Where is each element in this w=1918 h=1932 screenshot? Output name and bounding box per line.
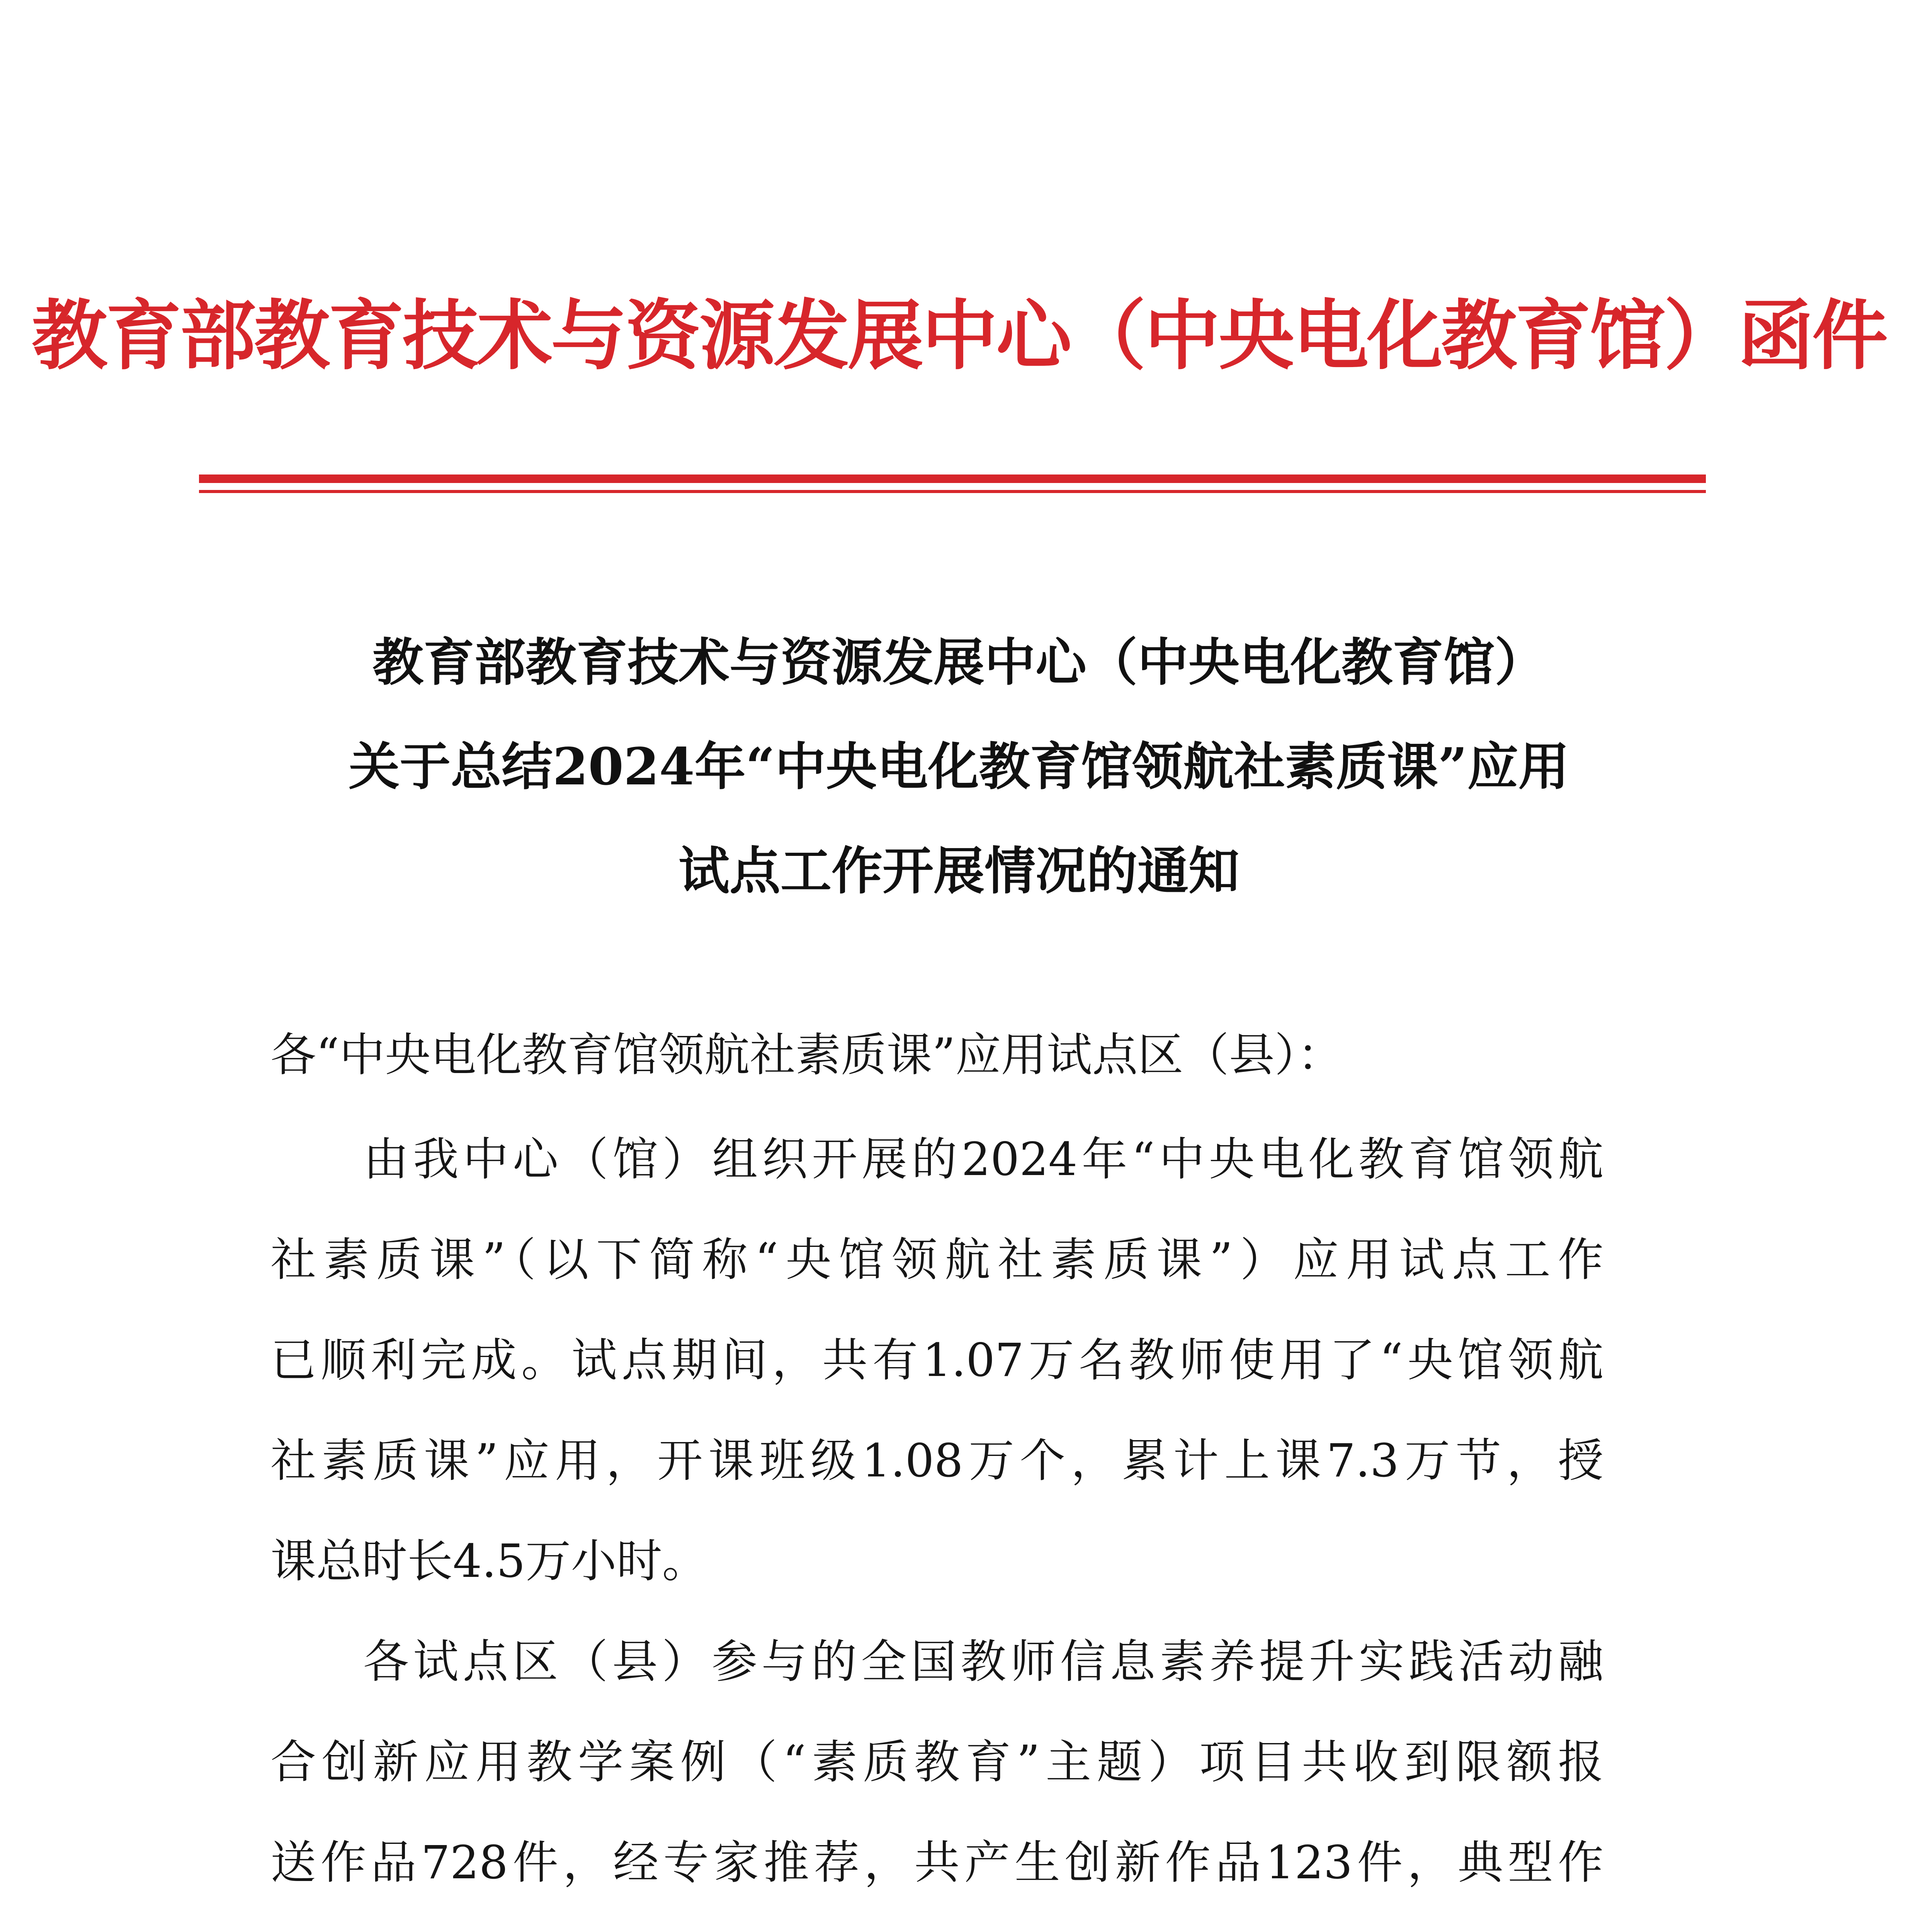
notice-title-line-3: 试点工作开展情况的通知 (678, 841, 1240, 901)
letterhead-title: 教育部教育技术与资源发展中心（中央电化教育馆）函件 (31, 292, 1886, 380)
letterhead-red-rule-thick (199, 474, 1706, 483)
letterhead-red-rule-thin (199, 490, 1706, 493)
body-line: 合创新应用教学案例（“素质教育”主题）项目共收到限额报 (270, 1735, 1603, 1789)
body-line: 已顺利完成。试点期间，共有1.07万名教师使用了“央馆领航 (270, 1333, 1603, 1387)
notice-title-line-2: 关于总结2024年“中央电化教育馆领航社素质课”应用 (349, 737, 1569, 797)
body-line: 各试点区（县）参与的全国教师信息素养提升实践活动融 (363, 1635, 1603, 1688)
notice-title-line-1: 教育部教育技术与资源发展中心（中央电化教育馆） (372, 633, 1546, 692)
body-line: 送作品728件，经专家推荐，共产生创新作品123件，典型作 (270, 1836, 1603, 1889)
body-line: 课总时长4.5万小时。 (270, 1534, 708, 1588)
salutation: 各“中央电化教育馆领航社素质课”应用试点区（县）： (270, 1028, 1343, 1082)
body-line: 社素质课”（以下简称“央馆领航社素质课”）应用试点工作 (270, 1233, 1603, 1286)
body-line: 由我中心（馆）组织开展的2024年“中央电化教育馆领航 (363, 1133, 1603, 1186)
body-line: 社素质课”应用，开课班级1.08万个，累计上课7.3万节，授 (270, 1434, 1603, 1487)
